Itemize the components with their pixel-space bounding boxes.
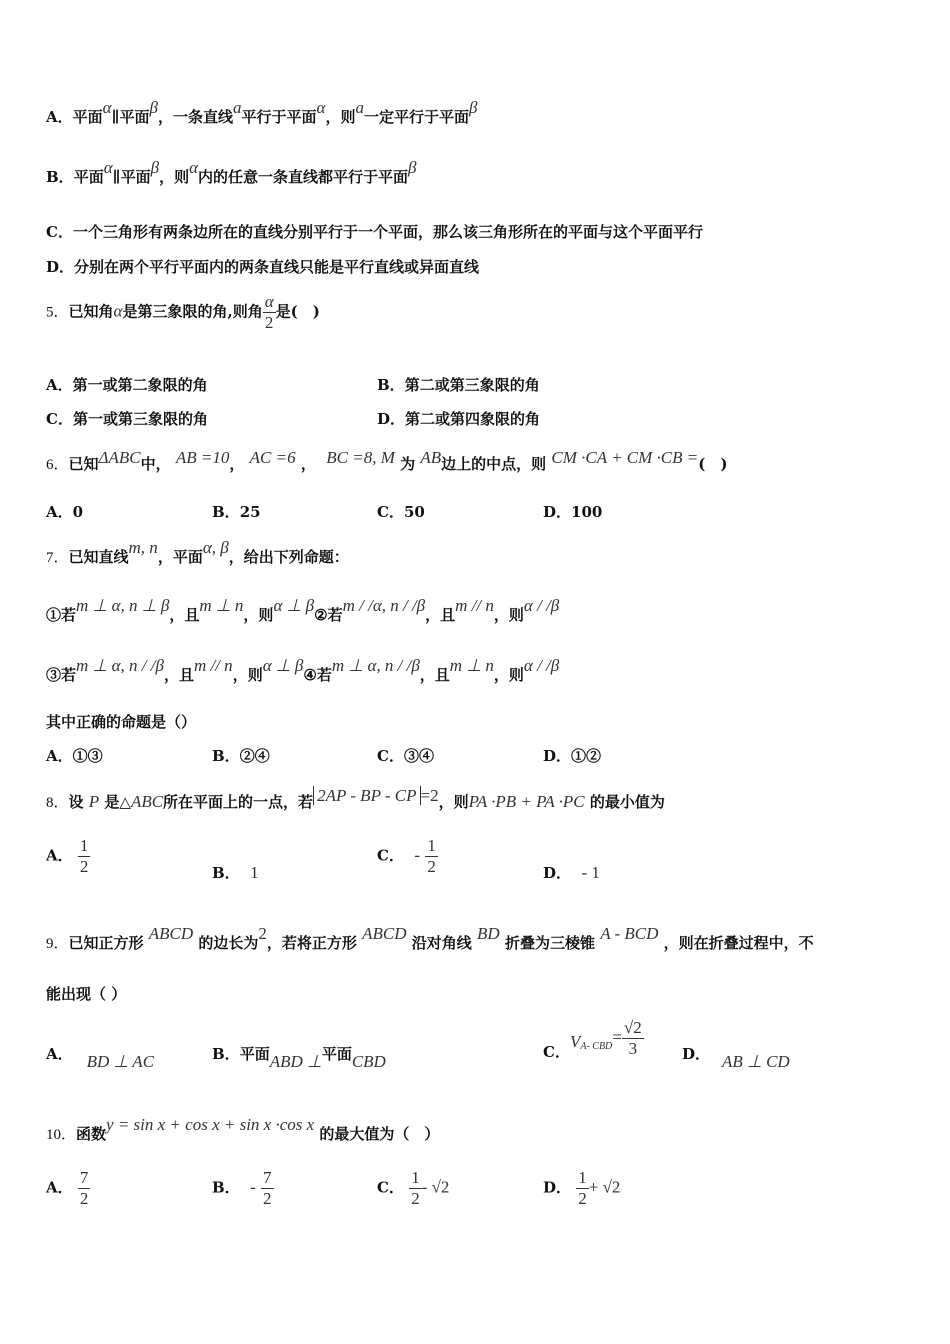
question-9-cont bbox=[46, 983, 126, 1004]
math: β bbox=[149, 98, 159, 117]
math: BC =8, M bbox=[326, 448, 395, 467]
text: 平行于平面 bbox=[241, 108, 317, 126]
text: 平面 bbox=[72, 108, 103, 126]
q6-option-c bbox=[377, 501, 425, 522]
text: 折叠为三棱锥 bbox=[504, 934, 595, 952]
option-label: D． bbox=[543, 1178, 572, 1197]
question-10 bbox=[46, 1115, 440, 1144]
text: ，则 bbox=[493, 666, 524, 684]
text: 是( ) bbox=[275, 302, 320, 321]
q9-option-b bbox=[212, 1043, 386, 1071]
math: PA ·PB + PA ·PC bbox=[468, 792, 585, 811]
text: 函数 bbox=[76, 1125, 107, 1143]
text: ( ) bbox=[698, 455, 728, 473]
option-label: D． bbox=[543, 503, 572, 521]
denominator: 2 bbox=[79, 857, 89, 876]
q8-option-b bbox=[212, 862, 259, 883]
math: ABCD bbox=[362, 924, 407, 943]
option-label: B． bbox=[212, 503, 240, 521]
text: ，且 bbox=[169, 606, 200, 624]
fraction bbox=[78, 836, 91, 877]
numerator: α bbox=[264, 292, 274, 311]
q9-option-c bbox=[543, 1018, 644, 1059]
text: ∥平面 bbox=[111, 108, 150, 126]
option-label: B． bbox=[212, 864, 240, 882]
q8-option-a bbox=[46, 836, 90, 877]
fraction bbox=[622, 1018, 644, 1059]
q8-option-d bbox=[543, 862, 600, 883]
q7-option-c bbox=[377, 745, 434, 766]
q7-option-d bbox=[543, 745, 601, 766]
q10-option-d bbox=[543, 1168, 620, 1209]
text: 100 bbox=[571, 503, 603, 521]
denominator: 2 bbox=[427, 857, 436, 876]
math: α bbox=[102, 98, 112, 117]
math: α bbox=[103, 158, 113, 177]
math: ΔABC bbox=[98, 448, 141, 467]
fraction bbox=[409, 1168, 422, 1209]
option-label: B． bbox=[377, 376, 405, 394]
text: ①② bbox=[571, 747, 602, 765]
denominator: 2 bbox=[578, 1189, 587, 1208]
math: α ⊥ β bbox=[262, 656, 304, 675]
option-label: A． bbox=[46, 1045, 73, 1063]
numerator: √2 bbox=[623, 1018, 642, 1037]
question-number: 9． bbox=[46, 936, 69, 952]
math: α bbox=[189, 158, 199, 177]
fraction bbox=[576, 1168, 589, 1209]
text: 的最大值为（ ） bbox=[319, 1125, 440, 1143]
text: 为 bbox=[400, 455, 416, 473]
denominator: 2 bbox=[411, 1189, 420, 1208]
text: 已知角 bbox=[68, 302, 114, 321]
text: 已知 bbox=[68, 455, 99, 473]
math: CM ·CA + CM ·CB = bbox=[551, 448, 699, 467]
math: m ⊥ α, n / /β bbox=[76, 656, 164, 675]
text: 第二或第四象限的角 bbox=[405, 410, 541, 428]
math: - √2 bbox=[421, 1177, 450, 1197]
text: ②④ bbox=[239, 747, 270, 765]
q4-option-a bbox=[46, 98, 478, 127]
q4-option-c bbox=[46, 221, 703, 242]
q4-option-d bbox=[46, 256, 479, 277]
text: 50 bbox=[403, 503, 425, 521]
text: 平面 bbox=[73, 168, 104, 186]
question-7 bbox=[46, 538, 349, 567]
text: 是△ bbox=[104, 793, 131, 811]
text: 内的任意一条直线都平行于平面 bbox=[198, 168, 409, 186]
numerator: 1 bbox=[427, 836, 436, 855]
q5-option-d bbox=[377, 408, 540, 429]
math: AB bbox=[420, 448, 442, 467]
question-number: 10． bbox=[46, 1127, 77, 1143]
math: m ⊥ n bbox=[199, 596, 244, 615]
q5-option-b bbox=[377, 374, 540, 395]
text: ，若将正方形 bbox=[266, 934, 357, 952]
math: m, n bbox=[128, 538, 158, 557]
question-6 bbox=[46, 448, 728, 474]
math: y = sin x + cos x + sin x ·cos x bbox=[106, 1115, 315, 1134]
math: CBD bbox=[351, 1052, 386, 1071]
math: P bbox=[88, 792, 100, 811]
option-label: C． bbox=[377, 846, 404, 865]
math: α / /β bbox=[523, 656, 560, 675]
math: - 1 bbox=[581, 863, 600, 882]
question-number: 8． bbox=[46, 795, 69, 811]
text: 25 bbox=[239, 503, 261, 521]
math: m ⊥ α, n / /β bbox=[331, 656, 420, 675]
option-label: A． bbox=[46, 503, 73, 521]
text: 沿对角线 bbox=[411, 934, 472, 952]
math: A - BCD bbox=[600, 924, 659, 943]
math: β bbox=[150, 158, 160, 177]
denominator: 2 bbox=[264, 313, 274, 332]
text: ，则 bbox=[325, 108, 356, 126]
text: 是第三象限的角,则角 bbox=[122, 302, 263, 321]
q7-propositions-row-2 bbox=[46, 656, 560, 685]
q6-option-b bbox=[212, 501, 261, 522]
option-label: A． bbox=[46, 747, 73, 765]
text: ， bbox=[229, 455, 245, 473]
text: ，则 bbox=[159, 168, 190, 186]
denominator: 2 bbox=[263, 1189, 272, 1208]
math: ABCD bbox=[148, 924, 194, 943]
q7-option-b bbox=[212, 745, 270, 766]
text: ，且 bbox=[419, 666, 450, 684]
math: A- CBD bbox=[580, 1040, 613, 1052]
text: 平面 bbox=[321, 1045, 352, 1063]
text: 所在平面上的一点，若 bbox=[163, 793, 314, 811]
q7-ask bbox=[46, 711, 196, 732]
text: ，则 bbox=[438, 793, 469, 811]
text: 边上的中点，则 bbox=[441, 455, 547, 473]
math: β bbox=[469, 98, 478, 117]
text: 其中正确的命题是（） bbox=[46, 713, 197, 731]
text: ，且 bbox=[425, 606, 456, 624]
option-label: A． bbox=[46, 1178, 73, 1197]
q9-option-a bbox=[46, 1043, 155, 1071]
option-label: C． bbox=[377, 503, 404, 521]
option-label: B． bbox=[46, 168, 74, 186]
q5-option-c bbox=[46, 408, 208, 429]
text: ③④ bbox=[403, 747, 434, 765]
text: 第一或第三象限的角 bbox=[72, 410, 208, 428]
math: α bbox=[316, 98, 326, 117]
text: 平面 bbox=[239, 1045, 270, 1063]
q8-option-c bbox=[377, 836, 438, 877]
text: 一定平行于平面 bbox=[364, 108, 470, 126]
text: ，则 bbox=[243, 606, 274, 624]
fraction bbox=[263, 292, 276, 333]
option-label: D． bbox=[543, 747, 572, 765]
math: AB =10 bbox=[175, 448, 230, 467]
text: 的最小值为 bbox=[589, 793, 665, 811]
math: m ⊥ α, n ⊥ β bbox=[76, 596, 170, 615]
math: BD ⊥ AC bbox=[86, 1052, 155, 1071]
math: 2 bbox=[258, 924, 267, 943]
text: ，且 bbox=[163, 666, 194, 684]
text: ①若 bbox=[46, 606, 77, 624]
text: ①③ bbox=[72, 747, 103, 765]
math: AC =6 bbox=[249, 448, 296, 467]
option-label: C． bbox=[377, 1178, 404, 1197]
math: m / /α, n / /β bbox=[342, 596, 426, 615]
text: ， bbox=[300, 455, 316, 473]
text: ③若 bbox=[46, 666, 77, 684]
text: 能出现（ ） bbox=[46, 985, 127, 1003]
text: 一个三角形有两条边所在的直线分别平行于一个平面，那么该三角形所在的平面与这个平面平行 bbox=[72, 223, 703, 241]
math: - bbox=[250, 1177, 256, 1197]
option-label: B． bbox=[212, 747, 240, 765]
text: 中， bbox=[140, 455, 171, 473]
option-label: D． bbox=[682, 1045, 711, 1063]
text: ④若 bbox=[303, 666, 332, 684]
math: m // n bbox=[455, 596, 494, 615]
q6-option-d bbox=[543, 501, 602, 522]
question-number: 7． bbox=[46, 550, 69, 566]
q6-option-a bbox=[46, 501, 83, 522]
q10-option-c bbox=[377, 1168, 449, 1209]
option-label: C． bbox=[46, 223, 73, 241]
text: 的边长为 bbox=[198, 934, 259, 952]
fraction bbox=[425, 836, 438, 877]
math: =2 bbox=[420, 786, 439, 805]
math: a bbox=[355, 98, 364, 117]
math: α, β bbox=[202, 538, 229, 557]
math: α / /β bbox=[523, 596, 560, 615]
text: 第二或第三象限的角 bbox=[404, 376, 540, 394]
math: 1 bbox=[250, 863, 259, 882]
option-label: A． bbox=[46, 846, 73, 865]
text: 0 bbox=[72, 503, 84, 521]
option-label: C． bbox=[46, 410, 73, 428]
option-label: B． bbox=[212, 1178, 240, 1197]
option-label: A． bbox=[46, 376, 73, 394]
math: BD bbox=[477, 924, 500, 943]
option-label: A． bbox=[46, 108, 73, 126]
math: α bbox=[113, 301, 123, 321]
q4-option-b bbox=[46, 158, 417, 187]
numerator: 7 bbox=[79, 1168, 89, 1187]
text: ，一条直线 bbox=[158, 108, 234, 126]
denominator: 2 bbox=[79, 1189, 89, 1208]
math: - bbox=[414, 845, 421, 865]
question-number: 5． bbox=[46, 304, 69, 321]
fraction bbox=[261, 1168, 274, 1209]
q10-option-b bbox=[212, 1168, 274, 1209]
option-label: C． bbox=[543, 1042, 570, 1061]
option-label: D． bbox=[543, 864, 572, 882]
math: = bbox=[612, 1027, 622, 1047]
option-label: D． bbox=[377, 410, 406, 428]
text: ∥平面 bbox=[112, 168, 151, 186]
math: m // n bbox=[193, 656, 233, 675]
option-label: C． bbox=[377, 747, 404, 765]
text: ，则 bbox=[493, 606, 524, 624]
math: V bbox=[569, 1031, 581, 1051]
numerator: 1 bbox=[411, 1168, 420, 1187]
q5-option-a bbox=[46, 374, 208, 395]
text: 已知正方形 bbox=[68, 934, 144, 952]
text: 设 bbox=[68, 793, 84, 811]
fraction bbox=[78, 1168, 91, 1209]
denominator: 3 bbox=[628, 1039, 638, 1058]
text: ，则 bbox=[232, 666, 263, 684]
math: β bbox=[408, 158, 417, 177]
q7-propositions-row-1 bbox=[46, 596, 560, 625]
numerator: 7 bbox=[263, 1168, 272, 1187]
numerator: 1 bbox=[79, 836, 89, 855]
text: 分别在两个平行平面内的两条直线只能是平行直线或异面直线 bbox=[74, 258, 480, 276]
text: ，则在折叠过程中，不 bbox=[663, 934, 814, 952]
math: ABD ⊥ bbox=[269, 1052, 322, 1071]
text: ②若 bbox=[314, 606, 343, 624]
text: ，给出下列命题： bbox=[228, 548, 349, 566]
question-8 bbox=[46, 786, 665, 812]
math: AB ⊥ CD bbox=[722, 1052, 790, 1071]
q7-option-a bbox=[46, 745, 103, 766]
math: 2AP - BP - CP bbox=[313, 786, 420, 805]
q10-option-a bbox=[46, 1168, 90, 1209]
option-label: B． bbox=[212, 1045, 240, 1063]
text: 第一或第二象限的角 bbox=[72, 376, 208, 394]
option-label: D． bbox=[46, 258, 75, 276]
math: + √2 bbox=[588, 1177, 621, 1197]
math: a bbox=[233, 98, 242, 117]
math: α ⊥ β bbox=[273, 596, 315, 615]
numerator: 1 bbox=[578, 1168, 587, 1187]
math: m ⊥ n bbox=[449, 656, 494, 675]
math: ABC bbox=[130, 792, 164, 811]
text: ，平面 bbox=[157, 548, 203, 566]
question-number: 6． bbox=[46, 457, 69, 473]
question-9 bbox=[46, 924, 814, 953]
text: 已知直线 bbox=[68, 548, 129, 566]
q9-option-d bbox=[682, 1043, 790, 1071]
question-5 bbox=[46, 292, 320, 333]
